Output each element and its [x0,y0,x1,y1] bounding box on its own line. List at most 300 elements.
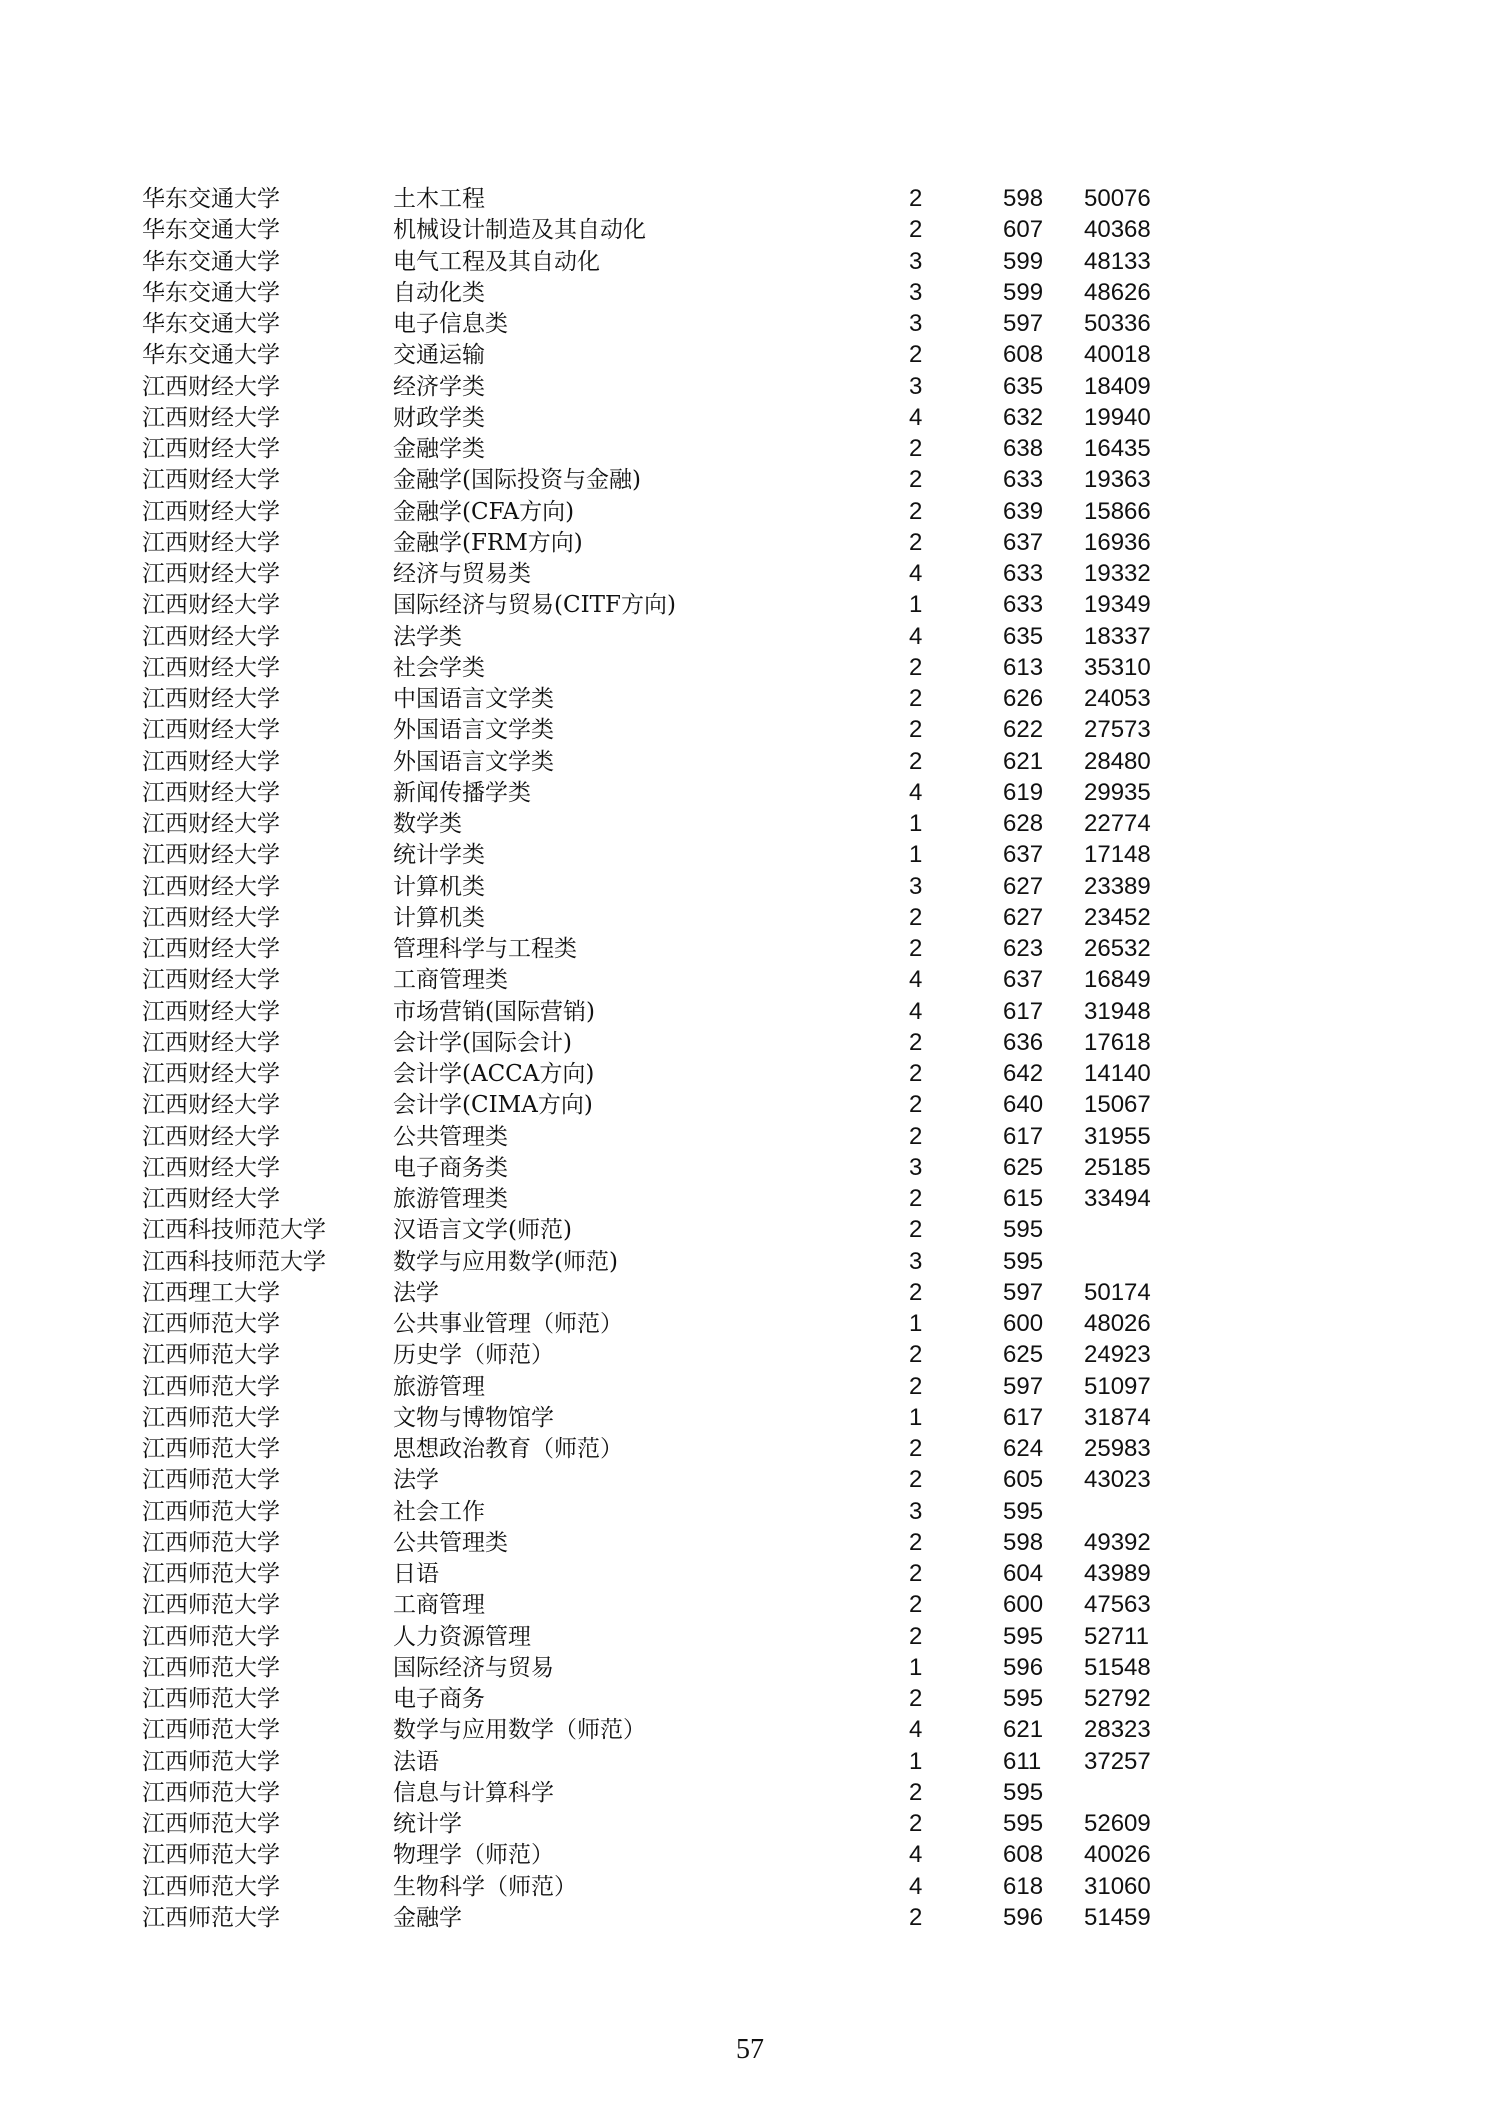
school-cell: 江西财经大学 [142,1061,280,1087]
min-rank-cell: 19363 [1084,466,1151,494]
plan-count-cell: 2 [909,1278,923,1306]
table-row [0,1124,1500,1155]
table-row [0,905,1500,936]
min-score-cell: 625 [1003,1153,1044,1181]
table-row [0,1061,1500,1092]
min-score-cell: 595 [1003,1247,1044,1275]
table-row [0,217,1500,248]
table-row [0,1249,1500,1280]
school-cell: 江西师范大学 [142,1654,280,1681]
min-score-cell: 597 [1003,1278,1044,1306]
school-cell: 江西师范大学 [142,1779,280,1806]
table-row [0,999,1500,1030]
min-rank-cell: 51459 [1084,1903,1151,1931]
min-score-cell: 633 [1003,466,1044,494]
school-cell: 江西师范大学 [142,1686,280,1712]
min-score-cell: 621 [1003,1716,1044,1744]
table-row [0,561,1500,592]
school-cell: 江西理工大学 [142,1279,280,1306]
school-cell: 江西财经大学 [142,1154,280,1181]
min-score-cell: 627 [1003,872,1044,900]
major-cell: 电子商务 [393,1686,485,1712]
min-rank-cell: 50076 [1084,185,1151,212]
table-row [0,1311,1500,1342]
table-row [0,1749,1500,1780]
min-score-cell: 600 [1003,1591,1044,1619]
min-rank-cell: 17148 [1084,841,1151,869]
min-rank-cell: 31060 [1084,1872,1151,1900]
table-row [0,1436,1500,1467]
table-row [0,592,1500,623]
min-score-cell: 639 [1003,497,1044,525]
plan-count-cell: 2 [909,1372,923,1400]
table-row [0,467,1500,498]
min-score-cell: 611 [1003,1747,1042,1775]
school-cell: 江西财经大学 [142,686,280,712]
min-rank-cell: 47563 [1084,1591,1151,1619]
min-score-cell: 633 [1003,560,1044,587]
min-score-cell: 636 [1003,1028,1044,1056]
major-cell: 金融学类 [393,436,485,462]
major-cell: 法语 [393,1748,439,1775]
plan-count-cell: 2 [909,1778,923,1806]
min-score-cell: 597 [1003,310,1044,337]
min-rank-cell: 35310 [1084,653,1151,681]
table-row [0,405,1500,436]
school-cell: 华东交通大学 [142,342,280,369]
min-score-cell: 633 [1003,591,1044,619]
min-rank-cell: 26532 [1084,935,1151,962]
school-cell: 江西财经大学 [142,623,280,650]
school-cell: 华东交通大学 [142,279,280,306]
school-cell: 江西师范大学 [142,1561,280,1587]
plan-count-cell: 1 [909,1310,923,1337]
min-rank-cell: 52711 [1084,1622,1149,1650]
table-row [0,1561,1500,1592]
min-score-cell: 617 [1003,1403,1044,1431]
major-cell: 会计学(ACCA方向) [393,1061,595,1087]
table-row [0,1717,1500,1748]
plan-count-cell: 2 [909,1216,923,1244]
table-row [0,1217,1500,1248]
school-cell: 江西财经大学 [142,529,280,556]
major-cell: 交通运输 [393,342,485,369]
major-cell: 法学 [393,1279,439,1306]
major-cell: 新闻传播学类 [393,779,531,806]
min-score-cell: 595 [1003,1622,1044,1650]
min-score-cell: 598 [1003,1528,1044,1556]
min-score-cell: 618 [1003,1872,1044,1900]
plan-count-cell: 2 [909,1341,923,1369]
plan-count-cell: 1 [909,810,923,837]
major-cell: 电气工程及其自动化 [393,248,600,275]
major-cell: 统计学 [393,1811,462,1837]
major-cell: 历史学（师范） [393,1342,554,1369]
school-cell: 江西财经大学 [142,998,280,1025]
min-score-cell: 613 [1003,653,1044,681]
min-score-cell: 608 [1003,341,1044,369]
table-row [0,1655,1500,1686]
min-score-cell: 595 [1003,1216,1044,1244]
plan-count-cell: 2 [909,716,923,744]
table-row [0,780,1500,811]
min-rank-cell: 18409 [1084,372,1151,400]
major-cell: 会计学(CIMA方向) [393,1092,593,1119]
major-cell: 数学与应用数学(师范) [393,1248,618,1275]
school-cell: 江西财经大学 [142,717,280,744]
school-cell: 江西财经大学 [142,1123,280,1150]
major-cell: 人力资源管理 [393,1623,531,1650]
school-cell: 江西财经大学 [142,436,280,462]
min-score-cell: 598 [1003,185,1044,212]
table-row [0,1030,1500,1061]
plan-count-cell: 2 [909,1903,923,1931]
major-cell: 旅游管理 [393,1373,485,1400]
min-rank-cell: 40026 [1084,1841,1151,1869]
table-row [0,1842,1500,1873]
major-cell: 工商管理类 [393,967,508,994]
table-row [0,1186,1500,1217]
min-score-cell: 635 [1003,372,1044,400]
table-row [0,1405,1500,1436]
min-rank-cell: 31955 [1084,1122,1151,1150]
table-row [0,1499,1500,1530]
plan-count-cell: 3 [909,1247,923,1275]
min-rank-cell: 25983 [1084,1435,1151,1462]
plan-count-cell: 2 [909,903,923,931]
min-score-cell: 599 [1003,278,1044,306]
table-row [0,1905,1500,1936]
min-score-cell: 617 [1003,997,1044,1025]
table-row [0,499,1500,530]
min-score-cell: 595 [1003,1810,1044,1837]
table-row [0,842,1500,873]
min-rank-cell: 25185 [1084,1153,1151,1181]
table-row [0,1686,1500,1717]
min-rank-cell: 24053 [1084,685,1151,712]
plan-count-cell: 3 [909,1497,923,1525]
min-rank-cell: 19940 [1084,403,1151,431]
major-cell: 生物科学（师范） [393,1873,577,1900]
school-cell: 江西师范大学 [142,1311,280,1337]
plan-count-cell: 2 [909,1810,923,1837]
major-cell: 社会工作 [393,1498,485,1525]
min-score-cell: 622 [1003,716,1044,744]
min-rank-cell: 31874 [1084,1403,1151,1431]
school-cell: 江西财经大学 [142,592,280,619]
plan-count-cell: 2 [909,435,923,462]
school-cell: 江西师范大学 [142,1592,280,1619]
major-cell: 电子商务类 [393,1154,508,1181]
major-cell: 信息与计算科学 [393,1779,554,1806]
plan-count-cell: 2 [909,1622,923,1650]
min-rank-cell: 40018 [1084,341,1151,369]
min-score-cell: 637 [1003,841,1044,869]
table-row [0,1155,1500,1186]
school-cell: 江西财经大学 [142,967,280,994]
plan-count-cell: 2 [909,1685,923,1712]
major-cell: 公共管理类 [393,1529,508,1556]
plan-count-cell: 4 [909,622,923,650]
table-row [0,749,1500,780]
min-rank-cell: 48026 [1084,1310,1151,1337]
plan-count-cell: 1 [909,841,923,869]
table-row [0,530,1500,561]
min-rank-cell: 23452 [1084,903,1151,931]
school-cell: 江西财经大学 [142,779,280,806]
school-cell: 江西师范大学 [142,1467,280,1494]
school-cell: 江西师范大学 [142,1342,280,1369]
school-cell: 江西师范大学 [142,1498,280,1525]
min-rank-cell: 51097 [1084,1372,1151,1400]
page-number: 57 [736,2034,764,2065]
min-rank-cell: 50174 [1084,1278,1151,1306]
school-cell: 江西师范大学 [142,1623,280,1650]
min-score-cell: 607 [1003,216,1044,244]
table-row [0,249,1500,280]
min-score-cell: 617 [1003,1122,1044,1150]
major-cell: 计算机类 [393,873,485,900]
major-cell: 管理科学与工程类 [393,936,577,962]
table-row [0,1530,1500,1561]
major-cell: 物理学（师范） [393,1842,554,1869]
min-score-cell: 600 [1003,1310,1044,1337]
plan-count-cell: 3 [909,278,923,306]
min-rank-cell: 18337 [1084,622,1151,650]
plan-count-cell: 4 [909,403,923,431]
min-rank-cell: 40368 [1084,216,1151,244]
major-cell: 财政学类 [393,404,485,431]
plan-count-cell: 2 [909,1591,923,1619]
table-row [0,967,1500,998]
min-rank-cell: 50336 [1084,310,1151,337]
table-row [0,311,1500,342]
table-row [0,874,1500,905]
plan-count-cell: 2 [909,497,923,525]
plan-count-cell: 2 [909,1435,923,1462]
min-score-cell: 628 [1003,810,1044,837]
min-score-cell: 595 [1003,1778,1044,1806]
school-cell: 江西师范大学 [142,1717,280,1744]
min-score-cell: 632 [1003,403,1044,431]
min-score-cell: 608 [1003,1841,1044,1869]
school-cell: 江西财经大学 [142,373,280,400]
school-cell: 江西财经大学 [142,498,280,525]
major-cell: 中国语言文学类 [393,686,554,712]
min-score-cell: 595 [1003,1497,1044,1525]
min-score-cell: 597 [1003,1372,1044,1400]
min-score-cell: 635 [1003,622,1044,650]
school-cell: 江西科技师范大学 [142,1217,326,1244]
table-row [0,936,1500,967]
major-cell: 电子信息类 [393,311,508,337]
major-cell: 会计学(国际会计) [393,1029,572,1056]
min-score-cell: 638 [1003,435,1044,462]
min-rank-cell: 19332 [1084,560,1151,587]
plan-count-cell: 2 [909,1185,923,1212]
major-cell: 机械设计制造及其自动化 [393,217,646,244]
min-score-cell: 605 [1003,1466,1044,1494]
major-cell: 法学 [393,1467,439,1494]
major-cell: 国际经济与贸易 [393,1654,554,1681]
min-rank-cell: 16936 [1084,528,1151,556]
plan-count-cell: 2 [909,1466,923,1494]
school-cell: 江西财经大学 [142,561,280,587]
table-row [0,1342,1500,1373]
min-rank-cell: 19349 [1084,591,1151,619]
plan-count-cell: 4 [909,1872,923,1900]
plan-count-cell: 2 [909,341,923,369]
table-row [0,1592,1500,1623]
table-row [0,342,1500,373]
major-cell: 外国语言文学类 [393,717,554,744]
school-cell: 华东交通大学 [142,217,280,244]
plan-count-cell: 2 [909,528,923,556]
min-score-cell: 621 [1003,747,1044,775]
plan-count-cell: 2 [909,1060,923,1087]
min-rank-cell: 31948 [1084,997,1151,1025]
table-row [0,686,1500,717]
plan-count-cell: 1 [909,1403,923,1431]
min-rank-cell: 43989 [1084,1560,1151,1587]
plan-count-cell: 2 [909,1560,923,1587]
min-score-cell: 625 [1003,1341,1044,1369]
plan-count-cell: 2 [909,1028,923,1056]
school-cell: 江西师范大学 [142,1842,280,1869]
major-cell: 经济与贸易类 [393,561,531,587]
school-cell: 江西财经大学 [142,1029,280,1056]
plan-count-cell: 4 [909,778,923,806]
major-cell: 文物与博物馆学 [393,1404,554,1431]
plan-count-cell: 2 [909,747,923,775]
plan-count-cell: 4 [909,1841,923,1869]
major-cell: 金融学(FRM方向) [393,529,583,556]
min-rank-cell: 24923 [1084,1341,1151,1369]
school-cell: 江西财经大学 [142,904,280,931]
min-rank-cell: 33494 [1084,1185,1151,1212]
table-row [0,1280,1500,1311]
min-rank-cell: 14140 [1084,1060,1151,1087]
min-rank-cell: 27573 [1084,716,1151,744]
plan-count-cell: 2 [909,653,923,681]
plan-count-cell: 2 [909,1528,923,1556]
min-score-cell: 626 [1003,685,1044,712]
plan-count-cell: 3 [909,872,923,900]
major-cell: 金融学(CFA方向) [393,498,575,525]
school-cell: 江西师范大学 [142,1904,280,1931]
major-cell: 土木工程 [393,186,485,212]
school-cell: 江西师范大学 [142,1748,280,1775]
major-cell: 社会学类 [393,654,485,681]
min-score-cell: 637 [1003,528,1044,556]
min-rank-cell: 15067 [1084,1091,1151,1119]
plan-count-cell: 2 [909,685,923,712]
major-cell: 经济学类 [393,373,485,400]
plan-count-cell: 1 [909,591,923,619]
major-cell: 金融学 [393,1904,462,1931]
min-rank-cell: 43023 [1084,1466,1151,1494]
school-cell: 江西师范大学 [142,1436,280,1462]
table-row [0,1874,1500,1905]
plan-count-cell: 2 [909,185,923,212]
major-cell: 工商管理 [393,1592,485,1619]
major-cell: 外国语言文学类 [393,748,554,775]
major-cell: 市场营销(国际营销) [393,998,595,1025]
min-rank-cell: 15866 [1084,497,1151,525]
table-row [0,624,1500,655]
plan-count-cell: 3 [909,372,923,400]
min-rank-cell: 49392 [1084,1528,1151,1556]
major-cell: 公共事业管理（师范） [393,1311,623,1337]
min-score-cell: 642 [1003,1060,1044,1087]
table-row [0,1374,1500,1405]
plan-count-cell: 4 [909,966,923,994]
plan-count-cell: 4 [909,560,923,587]
school-cell: 江西财经大学 [142,748,280,775]
min-score-cell: 627 [1003,903,1044,931]
major-cell: 统计学类 [393,842,485,869]
table-row [0,655,1500,686]
table-row [0,1811,1500,1842]
school-cell: 江西师范大学 [142,1404,280,1431]
school-cell: 华东交通大学 [142,186,280,212]
school-cell: 江西财经大学 [142,1092,280,1119]
table-row [0,1624,1500,1655]
table-row [0,811,1500,842]
school-cell: 华东交通大学 [142,248,280,275]
min-score-cell: 595 [1003,1685,1044,1712]
plan-count-cell: 3 [909,310,923,337]
school-cell: 江西师范大学 [142,1529,280,1556]
min-rank-cell: 16435 [1084,435,1151,462]
plan-count-cell: 4 [909,1716,923,1744]
min-score-cell: 619 [1003,778,1044,806]
min-score-cell: 624 [1003,1435,1044,1462]
table-row [0,717,1500,748]
min-score-cell: 596 [1003,1903,1044,1931]
plan-count-cell: 4 [909,997,923,1025]
plan-count-cell: 2 [909,1091,923,1119]
school-cell: 江西财经大学 [142,936,280,962]
min-rank-cell: 22774 [1084,810,1151,837]
min-score-cell: 599 [1003,247,1044,275]
major-cell: 旅游管理类 [393,1186,508,1212]
plan-count-cell: 1 [909,1653,923,1681]
plan-count-cell: 3 [909,247,923,275]
min-rank-cell: 29935 [1084,778,1151,806]
min-rank-cell: 48626 [1084,278,1151,306]
major-cell: 自动化类 [393,279,485,306]
major-cell: 计算机类 [393,904,485,931]
plan-count-cell: 1 [909,1747,923,1775]
table-row [0,1092,1500,1123]
school-cell: 江西科技师范大学 [142,1248,326,1275]
table-row [0,1780,1500,1811]
plan-count-cell: 2 [909,466,923,494]
major-cell: 数学与应用数学（师范） [393,1717,646,1744]
table-row [0,374,1500,405]
plan-count-cell: 2 [909,1122,923,1150]
school-cell: 江西师范大学 [142,1811,280,1837]
min-rank-cell: 52792 [1084,1685,1151,1712]
table-row [0,186,1500,217]
school-cell: 江西师范大学 [142,1373,280,1400]
min-score-cell: 640 [1003,1091,1044,1119]
table-row [0,436,1500,467]
plan-count-cell: 2 [909,216,923,244]
min-rank-cell: 52609 [1084,1810,1151,1837]
min-score-cell: 637 [1003,966,1044,994]
